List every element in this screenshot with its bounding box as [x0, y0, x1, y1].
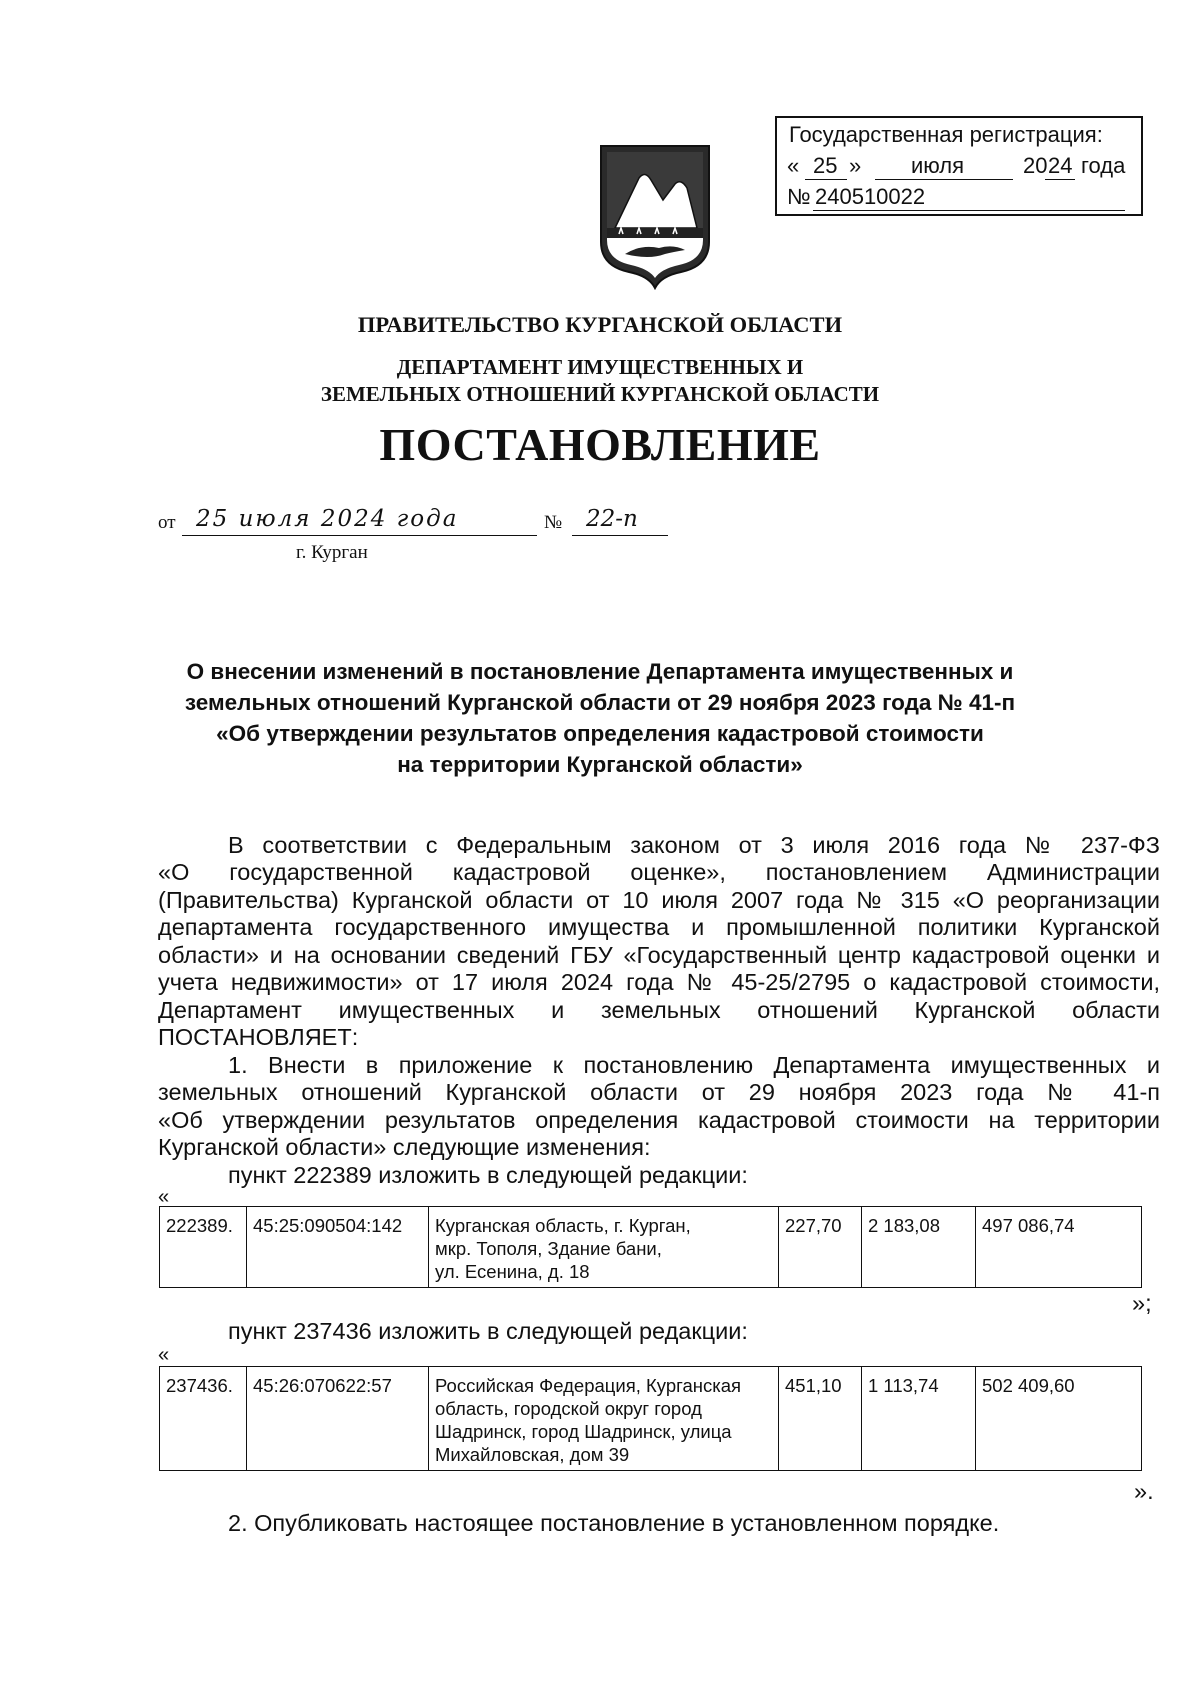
body-line: «О государственной кадастровой оценке», постановлением Администрации: [158, 859, 1160, 885]
item2-open-quote: «: [158, 1344, 170, 1366]
subject-line-2: земельных отношений Курганской области от 29 ноября 2023 года № 41-п: [184, 690, 1016, 715]
body-line: земельных отношений Курганской области от 29 ноября 2023 года № 41-п: [158, 1079, 1160, 1105]
item2-close-quote: ».: [1134, 1478, 1154, 1504]
publish-clause: 2. Опубликовать настоящее постановление в установленном порядке.: [228, 1510, 1000, 1536]
date-from-label: от: [158, 512, 176, 533]
body-line: «Об утверждении результатов определения кадастровой стоимости на территории: [158, 1107, 1160, 1133]
subject-line-4: на территории Курганской области»: [397, 752, 803, 777]
table-cell-area: 227,70: [779, 1207, 862, 1288]
registration-close-quote: »: [849, 153, 862, 178]
registration-stamp: [775, 116, 1143, 216]
body-line: (Правительства) Курганской области от 10 июля 2007 года № 315 «О реорганизации: [158, 887, 1160, 913]
registration-number-label: №: [787, 184, 811, 209]
item2-intro: пункт 237436 изложить в следующей редакции:: [228, 1318, 748, 1344]
registration-title: Государственная регистрация:: [789, 122, 1103, 147]
table-cell-address: Курганская область, г. Курган, мкр. Тополя, Здание бани, ул. Есенина, д. 18: [429, 1207, 779, 1288]
body-line: ПОСТАНОВЛЯЕТ:: [158, 1024, 359, 1050]
department-line-1: ДЕПАРТАМЕНТ ИМУЩЕСТВЕННЫХ И: [396, 355, 804, 379]
item1-open-quote: «: [158, 1186, 170, 1208]
body-line: Департамент имущественных и земельных отношений Курганской области: [158, 997, 1160, 1023]
number-handwritten: 22-п: [586, 506, 638, 532]
registration-month: июля: [911, 153, 965, 178]
department-line-2: ЗЕМЕЛЬНЫХ ОТНОШЕНИЙ КУРГАНСКОЙ ОБЛАСТИ: [320, 382, 880, 406]
registration-year-prefix: 20: [1023, 153, 1048, 178]
table-cell-unit-value: 1 113,74: [862, 1367, 976, 1471]
date-handwritten: 25 июля 2024 года: [196, 506, 459, 532]
item1-intro: пункт 222389 изложить в следующей редакции:: [228, 1162, 748, 1188]
body-line: департамента государственного имущества и промышленной политики Курганской: [158, 914, 1160, 940]
table-cell-cost: 497 086,74: [976, 1207, 1142, 1288]
item1-close-quote: »;: [1132, 1290, 1152, 1316]
registration-date: «: [787, 153, 800, 178]
table-cell-address: Российская Федерация, Курганская область, городской округ город Шадринск, город Шадринск, улица Михайловская, дом 39: [429, 1367, 779, 1471]
coat-of-arms-icon: [597, 144, 713, 290]
registration-number: 240510022: [815, 184, 926, 209]
document-subject: [0, 656, 1200, 780]
body-line: Курганской области» следующие изменения:: [158, 1134, 651, 1160]
table-cell-area: 451,10: [779, 1367, 862, 1471]
table-row: [160, 1207, 1142, 1288]
subject-line-1: О внесении изменений в постановление Департамента имущественных и: [186, 659, 1014, 684]
registration-year-word: года: [1081, 153, 1126, 178]
table-cell-unit-value: 2 183,08: [862, 1207, 976, 1288]
government-title: ПРАВИТЕЛЬСТВО КУРГАНСКОЙ ОБЛАСТИ: [357, 312, 843, 337]
number-label: №: [544, 512, 563, 533]
body-line: В соответствии с Федеральным законом от 3 июля 2016 года № 237-ФЗ: [228, 832, 1160, 858]
table-cell-cadastral: 45:25:090504:142: [247, 1207, 429, 1288]
registration-day: 25: [813, 153, 838, 178]
body-line: учета недвижимости» от 17 июля 2024 года № 45-25/2795 о кадастровой стоимости,: [158, 969, 1160, 995]
cadastral-table-1: [159, 1206, 1142, 1288]
table-cell-cost: 502 409,60: [976, 1367, 1142, 1471]
table-cell-cadastral: 45:26:070622:57: [247, 1367, 429, 1471]
table-cell-num: 222389.: [160, 1207, 247, 1288]
city-label: г. Курган: [296, 542, 368, 563]
department-title: [0, 354, 1200, 408]
body-line: области» и на основании сведений ГБУ «Государственный центр кадастровой оценки и: [158, 942, 1160, 968]
table-cell-num: 237436.: [160, 1367, 247, 1471]
subject-line-3: «Об утверждении результатов определения кадастровой стоимости: [216, 721, 984, 746]
registration-year-suffix: 24: [1048, 153, 1073, 178]
body-line: 1. Внести в приложение к постановлению Департамента имущественных и: [228, 1052, 1160, 1078]
table-row: [160, 1367, 1142, 1471]
cadastral-table-2: [159, 1366, 1142, 1471]
document-type-title: ПОСТАНОВЛЕНИЕ: [379, 419, 821, 470]
